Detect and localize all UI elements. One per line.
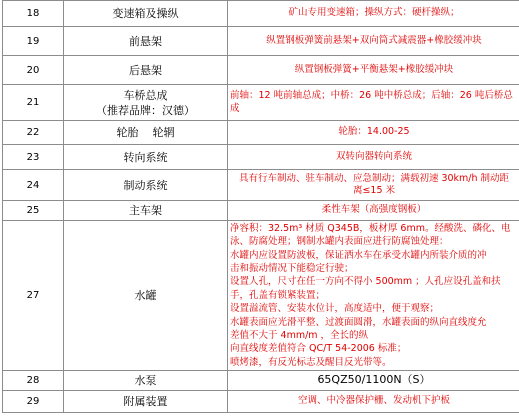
item-value-line: 差值不大于 4mm/m ，全长的纵 <box>230 330 369 342</box>
table-row <box>3 371 519 391</box>
item-name <box>64 85 228 121</box>
row-number: 25 <box>3 201 64 221</box>
table-row <box>3 1 519 27</box>
row-number: 22 <box>3 121 64 145</box>
item-value: 纵置钢板弹簧+平衡悬架+橡胶缓冲块 <box>228 56 519 85</box>
item-name: 附属装置 <box>64 391 228 413</box>
table-row <box>3 121 519 145</box>
table-row <box>3 170 519 201</box>
item-value <box>228 170 519 201</box>
row-number: 19 <box>3 27 64 56</box>
item-name: 水泵 <box>64 371 228 391</box>
item-name-part: 轮辋 <box>152 126 175 139</box>
item-value: 空调、中冷器保护栅、发动机下护板 <box>228 391 519 413</box>
item-name: 制动系统 <box>64 170 228 201</box>
item-value: 双转向器转向系统 <box>228 145 519 170</box>
item-value-line: 水罐表面应光滑平整、过渡面圆滑，水罐表面的纵向直线度允 <box>230 316 487 328</box>
item-name: 后悬架 <box>64 56 228 85</box>
spec-table <box>2 0 519 413</box>
item-name: 主车架 <box>64 201 228 221</box>
item-value-line: 手，孔盖有锁紧装置； <box>230 289 326 301</box>
row-number: 24 <box>3 170 64 201</box>
item-value: 柔性车架（高强度钢板） <box>228 201 519 221</box>
item-value: 纵置钢板弹簧前悬架+双向筒式减震器+橡胶缓冲块 <box>228 27 519 56</box>
item-value-line: 设置溢流管、安装水位计，高度适中，便于观察； <box>230 303 440 315</box>
item-value: 前轴：12 吨前轴总成；中桥：26 吨中桥总成；后轴：26 吨后桥总成 <box>228 85 519 121</box>
item-value-line: 向直线度差值符合 QC/T 54-2006 标准； <box>230 343 407 355</box>
item-value-line: 泳、防腐处理；钢制水罐内表面应进行防腐蚀处理： <box>230 236 449 248</box>
table-row <box>3 27 519 56</box>
table-row <box>3 56 519 85</box>
item-value: 轮胎：14.00-25 <box>228 121 519 145</box>
row-number: 18 <box>3 1 64 27</box>
table-row <box>3 391 519 413</box>
item-name: 变速箱及操纵 <box>64 1 228 27</box>
item-value-line: 具有行车制动、驻车制动、应急制动；满载初速 30km/h 制动距 <box>238 172 510 184</box>
item-name: 前悬架 <box>64 27 228 56</box>
row-number: 27 <box>3 221 64 371</box>
item-name-line: （推荐品牌：汉德） <box>96 103 195 117</box>
item-value: 65QZ50/1100N（S） <box>228 371 519 391</box>
item-value-line: 净容积：32.5m³ 材质 Q345B，板材厚 6mm。经酸洗、磷化、电 <box>230 222 511 234</box>
row-number: 29 <box>3 391 64 413</box>
table-row <box>3 85 519 121</box>
row-number: 21 <box>3 85 64 121</box>
table-row <box>3 145 519 170</box>
row-number: 20 <box>3 56 64 85</box>
item-name: 水罐 <box>64 221 228 371</box>
item-value <box>228 221 519 371</box>
item-value: 矿山专用变速箱；操纵方式：硬杆操纵； <box>228 1 519 27</box>
table-row <box>3 201 519 221</box>
item-name: 转向系统 <box>64 145 228 170</box>
item-value-line: 水罐内应设置防波板，保证洒水车在承受水罐内所装介质的冲 <box>230 249 487 261</box>
item-name-part: 轮胎 <box>116 126 139 139</box>
table-row <box>3 221 519 371</box>
item-name <box>64 121 228 145</box>
item-value-line: 喷烤漆，有反光标志及醒目反光带等。 <box>230 356 392 368</box>
item-value-line: 设置人孔，尺寸在任一方向不得小 500mm ；人孔应设孔盖和扶 <box>230 276 501 288</box>
row-number: 23 <box>3 145 64 170</box>
row-number: 28 <box>3 371 64 391</box>
item-value-line: 击和振动情况下能稳定行驶； <box>230 262 354 274</box>
item-name-line: 车桥总成 <box>123 88 168 102</box>
item-value-line: 离≤15 米 <box>352 185 396 196</box>
